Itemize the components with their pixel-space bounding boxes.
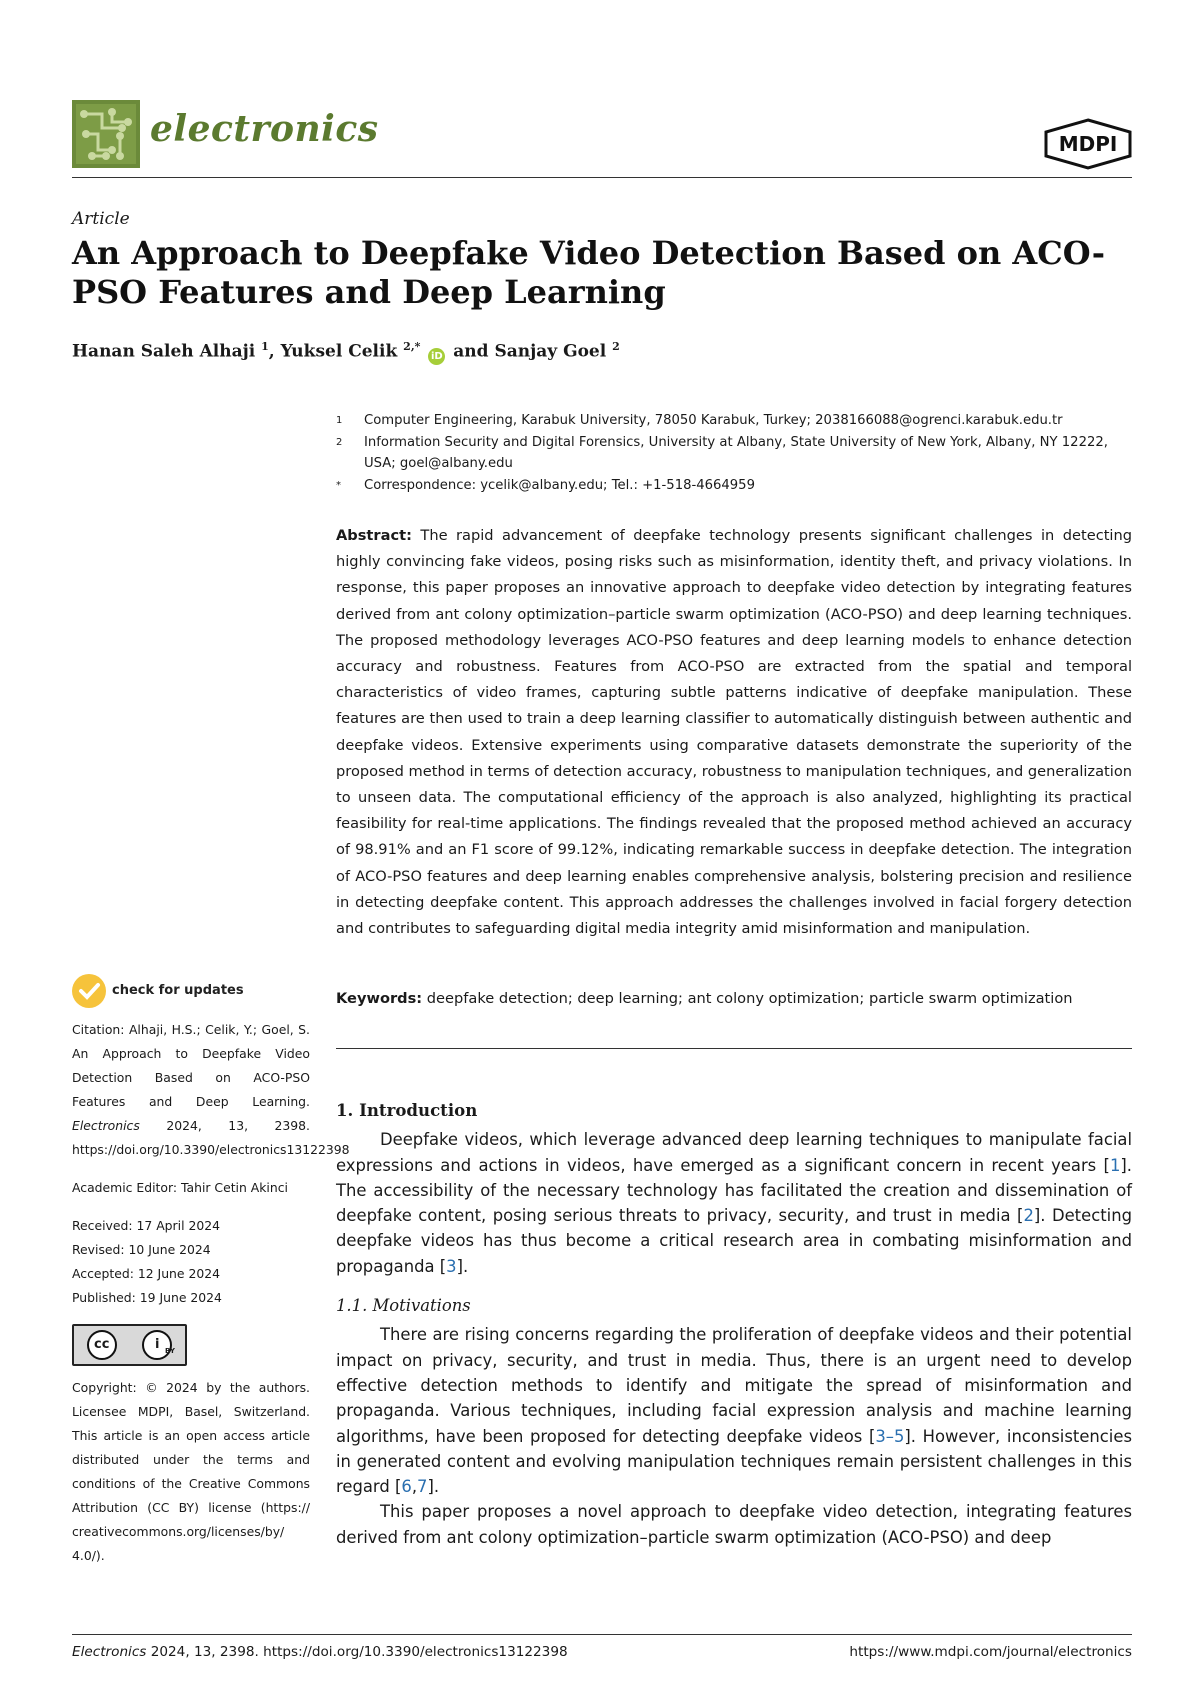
- author-affiliation-mark: 2: [612, 340, 620, 353]
- affiliation-text: Computer Engineering, Karabuk University, 78050 Karabuk, Turkey; 2038166088@ogrenci.karabuk.edu.tr: [364, 413, 1063, 428]
- check-for-updates-button[interactable]: [72, 970, 272, 1012]
- affiliations: [336, 410, 1136, 496]
- author-affiliation-mark: 2,*: [403, 340, 421, 353]
- reference-link[interactable]: 6: [401, 1477, 412, 1497]
- text-run: ].: [456, 1256, 469, 1276]
- citation-journal: Electronics: [72, 1118, 140, 1133]
- header-rule: [72, 177, 1132, 178]
- paragraph: This paper proposes a novel approach to deepfake video detection, integrating features derived from ant colony optimization–particle swarm optimization (ACO-PSO) and deep: [336, 1502, 1132, 1547]
- author-separator: and: [453, 341, 489, 362]
- main-body: [336, 1098, 1132, 1550]
- check-updates-icon: [72, 974, 106, 1008]
- affiliation-text: Correspondence: ycelik@albany.edu; Tel.: +1-518-4664959: [364, 477, 755, 493]
- affiliation-item: [336, 475, 1136, 497]
- citation-block: [72, 1018, 350, 1162]
- academic-editor: Academic Editor: Tahir Cetin Akinci: [72, 1180, 288, 1195]
- citation-text: Alhaji, H.S.; Celik, Y.; Goel, S. An Approach to Deepfake Video Detection Based on ACO-PSO Features and Deep Learning.: [72, 1022, 310, 1109]
- keywords-text: deepfake detection; deep learning; ant colony optimization; particle swarm optimization: [426, 990, 1073, 1007]
- date-received: Received: 17 April 2024: [72, 1218, 220, 1233]
- footer-citation: [72, 1644, 568, 1660]
- author-name: Yuksel Celik: [280, 341, 398, 362]
- affiliation-text: Information Security and Digital Forensics, University at Albany, State University of New York, Albany, NY 12222, USA; goel@albany.edu: [364, 434, 1108, 471]
- cc-icon: cc: [87, 1330, 117, 1360]
- text-run: ]. The accessibility of the necessary technology has facilitated the creation and dissemination of deepfake content, posing serious threats to privacy, security, and trust in media [: [336, 1155, 1132, 1226]
- author-list: [72, 340, 620, 365]
- text-run: Deepfake videos, which leverage advanced deep learning techniques to manipulate facial expressions and actions in videos, have emerged as a significant concern in recent years [: [336, 1130, 1132, 1175]
- person-icon: i: [142, 1330, 172, 1360]
- paragraph: [336, 1127, 1132, 1279]
- sidebar: [72, 1018, 350, 1582]
- footer-citation-text[interactable]: 2024, 13, 2398. https://doi.org/10.3390/electronics13122398: [150, 1644, 568, 1660]
- orcid-icon[interactable]: iD: [428, 348, 445, 365]
- footer-rule: [72, 1634, 1132, 1635]
- text-run: ,: [411, 1477, 418, 1497]
- date-accepted: Accepted: 12 June 2024: [72, 1266, 220, 1281]
- abstract-text: The rapid advancement of deepfake technology presents significant challenges in detecting highly convincing fake videos, posing risks such as misinformation, identity theft, and privacy violations. In response, this paper proposes an innovative approach to deepfake video detection by integrating features derived from ant colony optimization–particle swarm optimization (ACO-PSO) and deep learning techniques. The proposed methodology leverages ACO-PSO features and deep learning models to enhance detection accuracy and robustness. Features from ACO-PSO are extracted from the spatial and temporal characteristics of video frames, capturing subtle patterns indicative of deepfake manipulation. These features are then used to train a deep learning classifier to automatically distinguish between authentic and deepfake videos. Extensive experiments using comparative datasets demonstrate the superiority of the proposed method in terms of detection accuracy, robustness to manipulation techniques, and generalization to unseen data. The computational efficiency of the approach is also analyzed, highlighting its practical feasibility for real-time applications. The findings revealed that the proposed method achieved an accuracy of 98.91% and an F1 score of 99.12%, indicating remarkable success in deepfake detection. The integration of ACO-PSO features and deep learning enables comprehensive analysis, bolstering precision and resilience in detecting deepfake content. This approach addresses the challenges involved in facial forgery detection and contributes to safeguarding digital media integrity amid misinformation and manipulation.: [336, 527, 1133, 938]
- affiliation-item: [336, 432, 1136, 475]
- citation-details[interactable]: 2024, 13, 2398. https://doi.org/10.3390/electronics13122398: [72, 1118, 350, 1157]
- subsection-heading: 1.1. Motivations: [336, 1296, 471, 1316]
- date-revised: Revised: 10 June 2024: [72, 1242, 211, 1257]
- copyright-text: Copyright: © 2024 by the authors. Licensee MDPI, Basel, Switzerland. This article is an open access article distributed under the terms and conditions of the Creative Commons Attribution (CC BY) license (https:// creativecommons.org/licenses/by/ 4.0/).: [72, 1380, 310, 1563]
- author-separator: ,: [268, 341, 275, 362]
- reference-link[interactable]: 2: [1023, 1206, 1034, 1226]
- article-type: Article: [72, 209, 130, 229]
- citation-label: Citation:: [72, 1022, 125, 1037]
- check-updates-label: check for updates: [112, 983, 244, 998]
- publisher-logo: [1042, 118, 1134, 170]
- journal-logo: [72, 100, 140, 168]
- abstract-label: Abstract:: [336, 527, 412, 544]
- reference-link[interactable]: 3: [446, 1256, 457, 1276]
- author-name: Hanan Saleh Alhaji: [72, 341, 256, 362]
- mdpi-logo-icon: [1042, 118, 1134, 170]
- by-label: BY: [164, 1347, 175, 1355]
- text-run: ]. Detecting deepfake videos has thus become a critical research area in combating misinformation and propaganda [: [336, 1206, 1132, 1276]
- circuit-logo-icon: [72, 100, 140, 168]
- reference-link[interactable]: 3–5: [875, 1426, 905, 1446]
- dates-block: [72, 1214, 310, 1310]
- footer-journal-url[interactable]: https://www.mdpi.com/journal/electronics: [849, 1644, 1132, 1660]
- cc-by-license-badge[interactable]: [72, 1324, 187, 1366]
- section-heading: 1. Introduction: [336, 1100, 478, 1120]
- reference-link[interactable]: 1: [1109, 1155, 1121, 1175]
- paragraph: [336, 1322, 1132, 1499]
- text-run: ].: [427, 1477, 440, 1497]
- abstract: [336, 523, 1132, 942]
- paper-title: An Approach to Deepfake Video Detection Based on ACO-PSO Features and Deep Learning: [72, 234, 1106, 311]
- affiliation-mark: 1: [336, 415, 343, 426]
- footer-journal: Electronics: [72, 1644, 147, 1660]
- abstract-divider: [336, 1048, 1132, 1049]
- reference-link[interactable]: 7: [417, 1477, 428, 1497]
- text-run: There are rising concerns regarding the proliferation of deepfake videos and their potential impact on privacy, security, and trust in media. Thus, there is an urgent need to develop effective detection methods to identify and mitigate the spread of misinformation and propaganda. Various techniques, including facial expression analysis and machine learning algorithms, have been proposed for detecting deepfake videos [: [336, 1325, 1132, 1446]
- keywords: [336, 990, 1132, 1007]
- affiliation-mark: 2: [336, 436, 343, 448]
- author-name: Sanjay Goel: [494, 341, 607, 362]
- date-published: Published: 19 June 2024: [72, 1290, 222, 1305]
- author-affiliation-mark: 1: [261, 340, 269, 353]
- keywords-label: Keywords:: [336, 990, 423, 1007]
- affiliation-item: [336, 410, 1136, 432]
- affiliation-mark: *: [336, 479, 341, 491]
- journal-name: electronics: [150, 108, 379, 150]
- text-run: ]. However, inconsistencies in generated content and evolving manipulation techniques remain persistent challenges in this regard [: [336, 1426, 1132, 1497]
- publisher-name: MDPI: [1058, 132, 1118, 156]
